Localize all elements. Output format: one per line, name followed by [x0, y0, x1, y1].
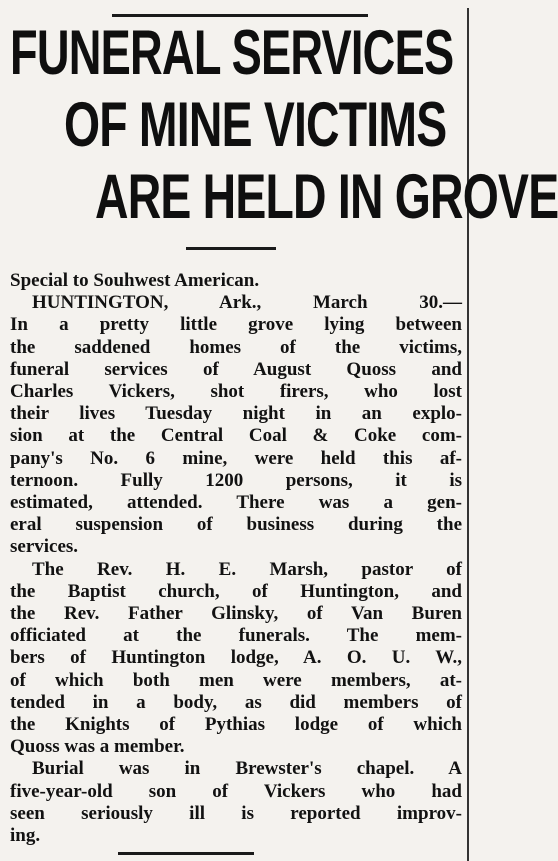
text-line: estimated, attended. There was a gen-	[10, 492, 462, 514]
text-line: In a pretty little grove lying between	[10, 314, 462, 336]
paragraph-3	[10, 758, 462, 847]
text-line: Charles Vickers, shot firers, who lost	[10, 381, 462, 403]
text-line: five-year-old son of Vickers who had	[10, 780, 462, 802]
text-line: sion at the Central Coal & Coke com-	[10, 425, 462, 447]
text-line: ternoon. Fully 1200 persons, it is	[10, 469, 462, 491]
text-line: Quoss was a member.	[10, 736, 185, 758]
top-rule	[112, 14, 368, 17]
text-line: of which both men were members, at-	[10, 669, 462, 691]
text-line: eral suspension of business during the	[10, 514, 462, 536]
text-line: bers of Huntington lodge, A. O. U. W.,	[10, 647, 462, 669]
article-credit: Special to Souhwest American.	[10, 270, 260, 291]
text-line: officiated at the funerals. The mem-	[10, 625, 462, 647]
text-line: pany's No. 6 mine, were held this af-	[10, 447, 462, 469]
paragraph-1	[10, 292, 462, 558]
headline-divider	[186, 247, 276, 250]
text-line: The Rev. H. E. Marsh, pastor of	[32, 558, 462, 580]
text-line: ing.	[10, 825, 41, 847]
headline-line-2: OF MINE VICTIMS	[64, 89, 447, 160]
text-line: Burial was in Brewster's chapel. A	[32, 758, 462, 780]
text-line: services.	[10, 536, 79, 558]
headline-line-1: FUNERAL SERVICES	[10, 17, 454, 88]
text-line: their lives Tuesday night in an explo-	[10, 403, 462, 425]
text-line: seen seriously ill is reported improv-	[10, 802, 462, 824]
bottom-rule	[118, 852, 254, 855]
text-line: the Rev. Father Glinsky, of Van Buren	[10, 603, 462, 625]
column-border	[467, 8, 469, 861]
text-line: the Knights of Pythias lodge of which	[10, 714, 462, 736]
headline-line-3: ARE HELD IN GROVE	[95, 161, 558, 232]
text-line: tended in a body, as did members of	[10, 691, 462, 713]
text-line: funeral services of August Quoss and	[10, 358, 462, 380]
paragraph-2	[10, 559, 462, 759]
text-line: the saddened homes of the victims,	[10, 336, 462, 358]
text-line: the Baptist church, of Huntington, and	[10, 580, 462, 602]
text-line: HUNTINGTON, Ark., March 30.—	[32, 292, 462, 314]
article-body	[10, 270, 462, 847]
